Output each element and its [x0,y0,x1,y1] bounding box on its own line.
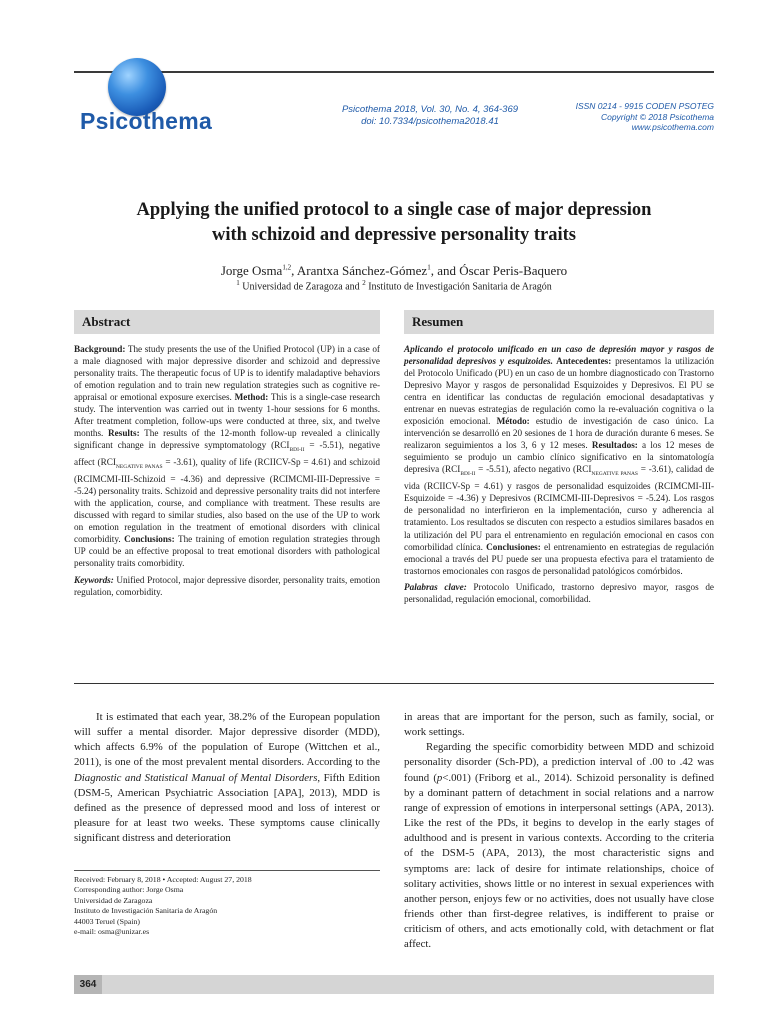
results-text-2: = -5.51), negative affect (RCI [74,440,380,468]
res-sub-1: BDI-II [460,471,476,478]
resumen-title: Aplicando el protocolo unificado en un caso de depresión mayor y rasgos de personalidad depresivos y esquizoides. [404,344,714,367]
bg-text: The study presents the use of the Unified Protocol (UP) in a case of a male diagnosed with major depressive disorder and schizoid and depressive personality traits. The therapeutic focus of UP is to identify maladaptive behaviors of emotion regulation and to train new regulation strategies such as cognitive re-appraisal or emotional exposure exercises. [74,344,380,403]
conclusions-text: The training of emotion regulation strategies through UP could be an effective proposal to treat emotional disorders with pathological personality traits comorbidity. [74,534,380,569]
con-label: Conclusiones: [486,541,541,552]
received-dates: Received: February 8, 2018 • Accepted: August 27, 2018 [74,875,252,884]
palabras-clave-label: Palabras clave: [404,581,467,592]
affiliations [74,279,714,292]
authors [74,263,714,279]
copyright: Copyright © 2018 Psicothema [600,111,714,122]
author-1-sup: 1,2 [282,263,292,272]
method-label: Method: [234,392,269,403]
bg-label: Background: [74,344,126,354]
met-label: Método: [496,416,530,427]
affil-sup-2: 2 [362,279,366,287]
results-sub-2: NEGATIVE PANAS [115,464,163,471]
res-sub-2: NEGATIVE PANAS [591,471,638,478]
body-right-column [404,710,714,953]
author-2-sup: 1 [427,263,431,272]
author-3: , and Óscar Peris-Baquero [430,263,568,278]
res-text: a los 12 meses de seguimiento se produjo un cambio clínico significativo en la sintomatología depresiva (RCI [404,440,714,475]
affil-1: Universidad de Zaragoza and [239,281,363,293]
footnote-institute: Instituto de Investigación Sanitaria de Aragón [74,906,218,916]
citation-block [320,104,540,128]
abstract-heading: Abstract [74,310,380,334]
resumen-heading: Resumen [404,310,714,334]
p-value-italic: p [436,771,443,784]
dsm-title: Diagnostic and Statistical Manual of Mental Disorders [74,771,318,784]
footnote-email: e-mail: osma@unizar.es [74,927,150,937]
citation: Psicothema 2018, Vol. 30, No. 4, 364-369 [341,104,519,115]
res-label: Resultados: [591,440,638,451]
method-text: This is a single-case research study. The intervention was carried out in twenty 1-hour sessions for 6 months. After treatment completion, follow-ups were conducted at three, six, and twelve months. [74,392,380,439]
affil-sup-1: 1 [236,279,240,287]
body-left-column [74,710,380,846]
body-left-text-b: , Fifth Edition (DSM-5, American Psychiatric Association [APA], 2013), MDD is defined as the presence of depressed mood and loss of interest or pleasure for at least two weeks. These symptoms cause clinically significant distress and deterioration [74,771,381,845]
footnote [74,875,380,937]
results-label: Results: [108,428,140,439]
body-left-text-a: It is estimated that each year, 38.2% of the European population will suffer a mental disorder. Major depressive disorder (MDD), which affects 6.9% of the population of Europe (Wittchen et al., 2011), is one of the most prevalent mental disorders. According to the [74,711,380,769]
body-right-p2a: Regarding the specific comorbidity between MDD and schizoid personality disorder (Sch-PD), a prediction interval of .00 to .42 was found ( [404,741,714,784]
body-right-p2b: <.001) (Friborg et al., 2014). Schizoid personality is defined by a dominant pattern of detachment in social relations and a narrow range of expression of emotions in interpersonal settings (APA, 2013). Like the rest of the PDs, it begins to develop in the early stages of adulthood and is present in various contexts. According to the criteria of the DSM-5 (APA, 2013), the most characteristic signs and symptoms are: lack of desire for intimate relationships, choice of solitary activities, shows little or no interest in sexual experiences with another person, enjoys few or no activities, does not usually have close friends other than first-degree relatives, is indifferent to praise or criticism of others, and acts emotionally cold, with detachment or flat affect. [404,771,714,951]
res-text-3: = -3.61), calidad de vida (RCIICV-Sp = 4.61) y rasgos de personalidad esquizoides (RCIMCMI-III-Esquizoide = -4.36) y Depresivos (RCIMCMI-III-Depresivos = -5.24). Los rasgos de personalidad no interfirieron en la implementación, curso y adherencia al tratamiento. Los resultados se discuten con respecto a estudios similares basados en la utilización del PU para el entrenamiento en regulación emocional en casos con comorbilidad clínica. [404,464,715,552]
doi: doi: 10.7334/psicothema2018.41 [361,116,499,127]
resumen-body [404,343,714,605]
met-text: estudio de investigación de caso único. La intervención se desarrolló en 20 sesiones de 1 hora de duración durante 6 meses. Se realizaron seguimientos a los 3, 6 y 12 meses. [404,416,714,451]
results-text-3: = -3.61), quality of life (RCIICV-Sp = 4.61) and schizoid (RCIMCMI-III-Schizoid = -4.36) and depressive (RCIMCMI-III-Depressive = -5.24) personality traits. Schizoid and depressive personality traits did not interfere with the application, course, and compliance with treatment. These results are discussed with regard to similar studies, also based on the use of the UP to work on emotion regulation in the treatment of emotional disorders with clinical comorbidity. [74,457,380,545]
issn: ISSN 0214 - 9915 CODEN PSOTEG [575,101,714,111]
conclusions-label: Conclusions: [124,534,175,545]
footnote-city: 44003 Teruel (Spain) [74,916,141,926]
journal-info [514,101,714,133]
title-line-2: with schizoid and depressive personality traits [211,225,577,245]
title-line-1: Applying the unified protocol to a single case of major depression [136,200,652,220]
keywords-text: Unified Protocol, major depressive disorder, personality traits, emotion regulation, comorbidity. [74,574,380,597]
ant-text: presentamos la utilización del Protocolo Unificado (PU) en un caso de un hombre diagnosticado con Trastorno Depresivo Mayor y rasgos de personalidad Esquizoides y Depresivos. El PU se centra en identificar las conductas de regulación emocional desadaptativas y entrenar en nuevas estrategias de regulación como la re-evaluación cognitiva o la exposición emocional. [404,356,714,427]
footnote-university: Universidad de Zaragoza [74,895,153,905]
con-text: el entrenamiento en estrategias de regulación emocional a través del PU puede ser una propuesta efectiva para el tratamiento de trastornos emocionales con rasgos de personalidad patológicos comórbidos. [404,541,714,576]
ant-label: Antecedentes: [552,356,612,367]
author-2: , Arantxa Sánchez-Gómez [291,263,428,278]
body-right-p1: in areas that are important for the person, such as family, social, or work settings. [404,711,714,739]
footnote-rule [74,870,380,871]
author-1: Jorge Osma [220,263,283,278]
keywords-label: Keywords: [74,574,114,585]
abstract-body [74,343,380,598]
results-text: The results of the 12-month follow-up revealed a clinically significant change in depressive symptomatology (RCI [74,428,380,451]
affil-2: Instituto de Investigación Sanitaria de Aragón [365,281,552,293]
res-text-2: = -5.51), afecto negativo (RCI [475,464,592,475]
corresponding-author: Corresponding author: Jorge Osma [74,885,184,895]
article-title [74,198,714,248]
page-footer-bar [74,975,714,994]
page-number: 364 [74,975,102,994]
section-divider [74,683,714,684]
header-rule [74,71,714,73]
results-sub-1: BDI-II [289,447,305,454]
journal-logo: Psicothema [80,108,213,134]
website: www.psicothema.com [631,122,714,132]
palabras-clave-text: Protocolo Unificado, trastorno depresivo mayor, rasgos de personalidad, regulación emocional, comorbilidad. [404,581,714,604]
